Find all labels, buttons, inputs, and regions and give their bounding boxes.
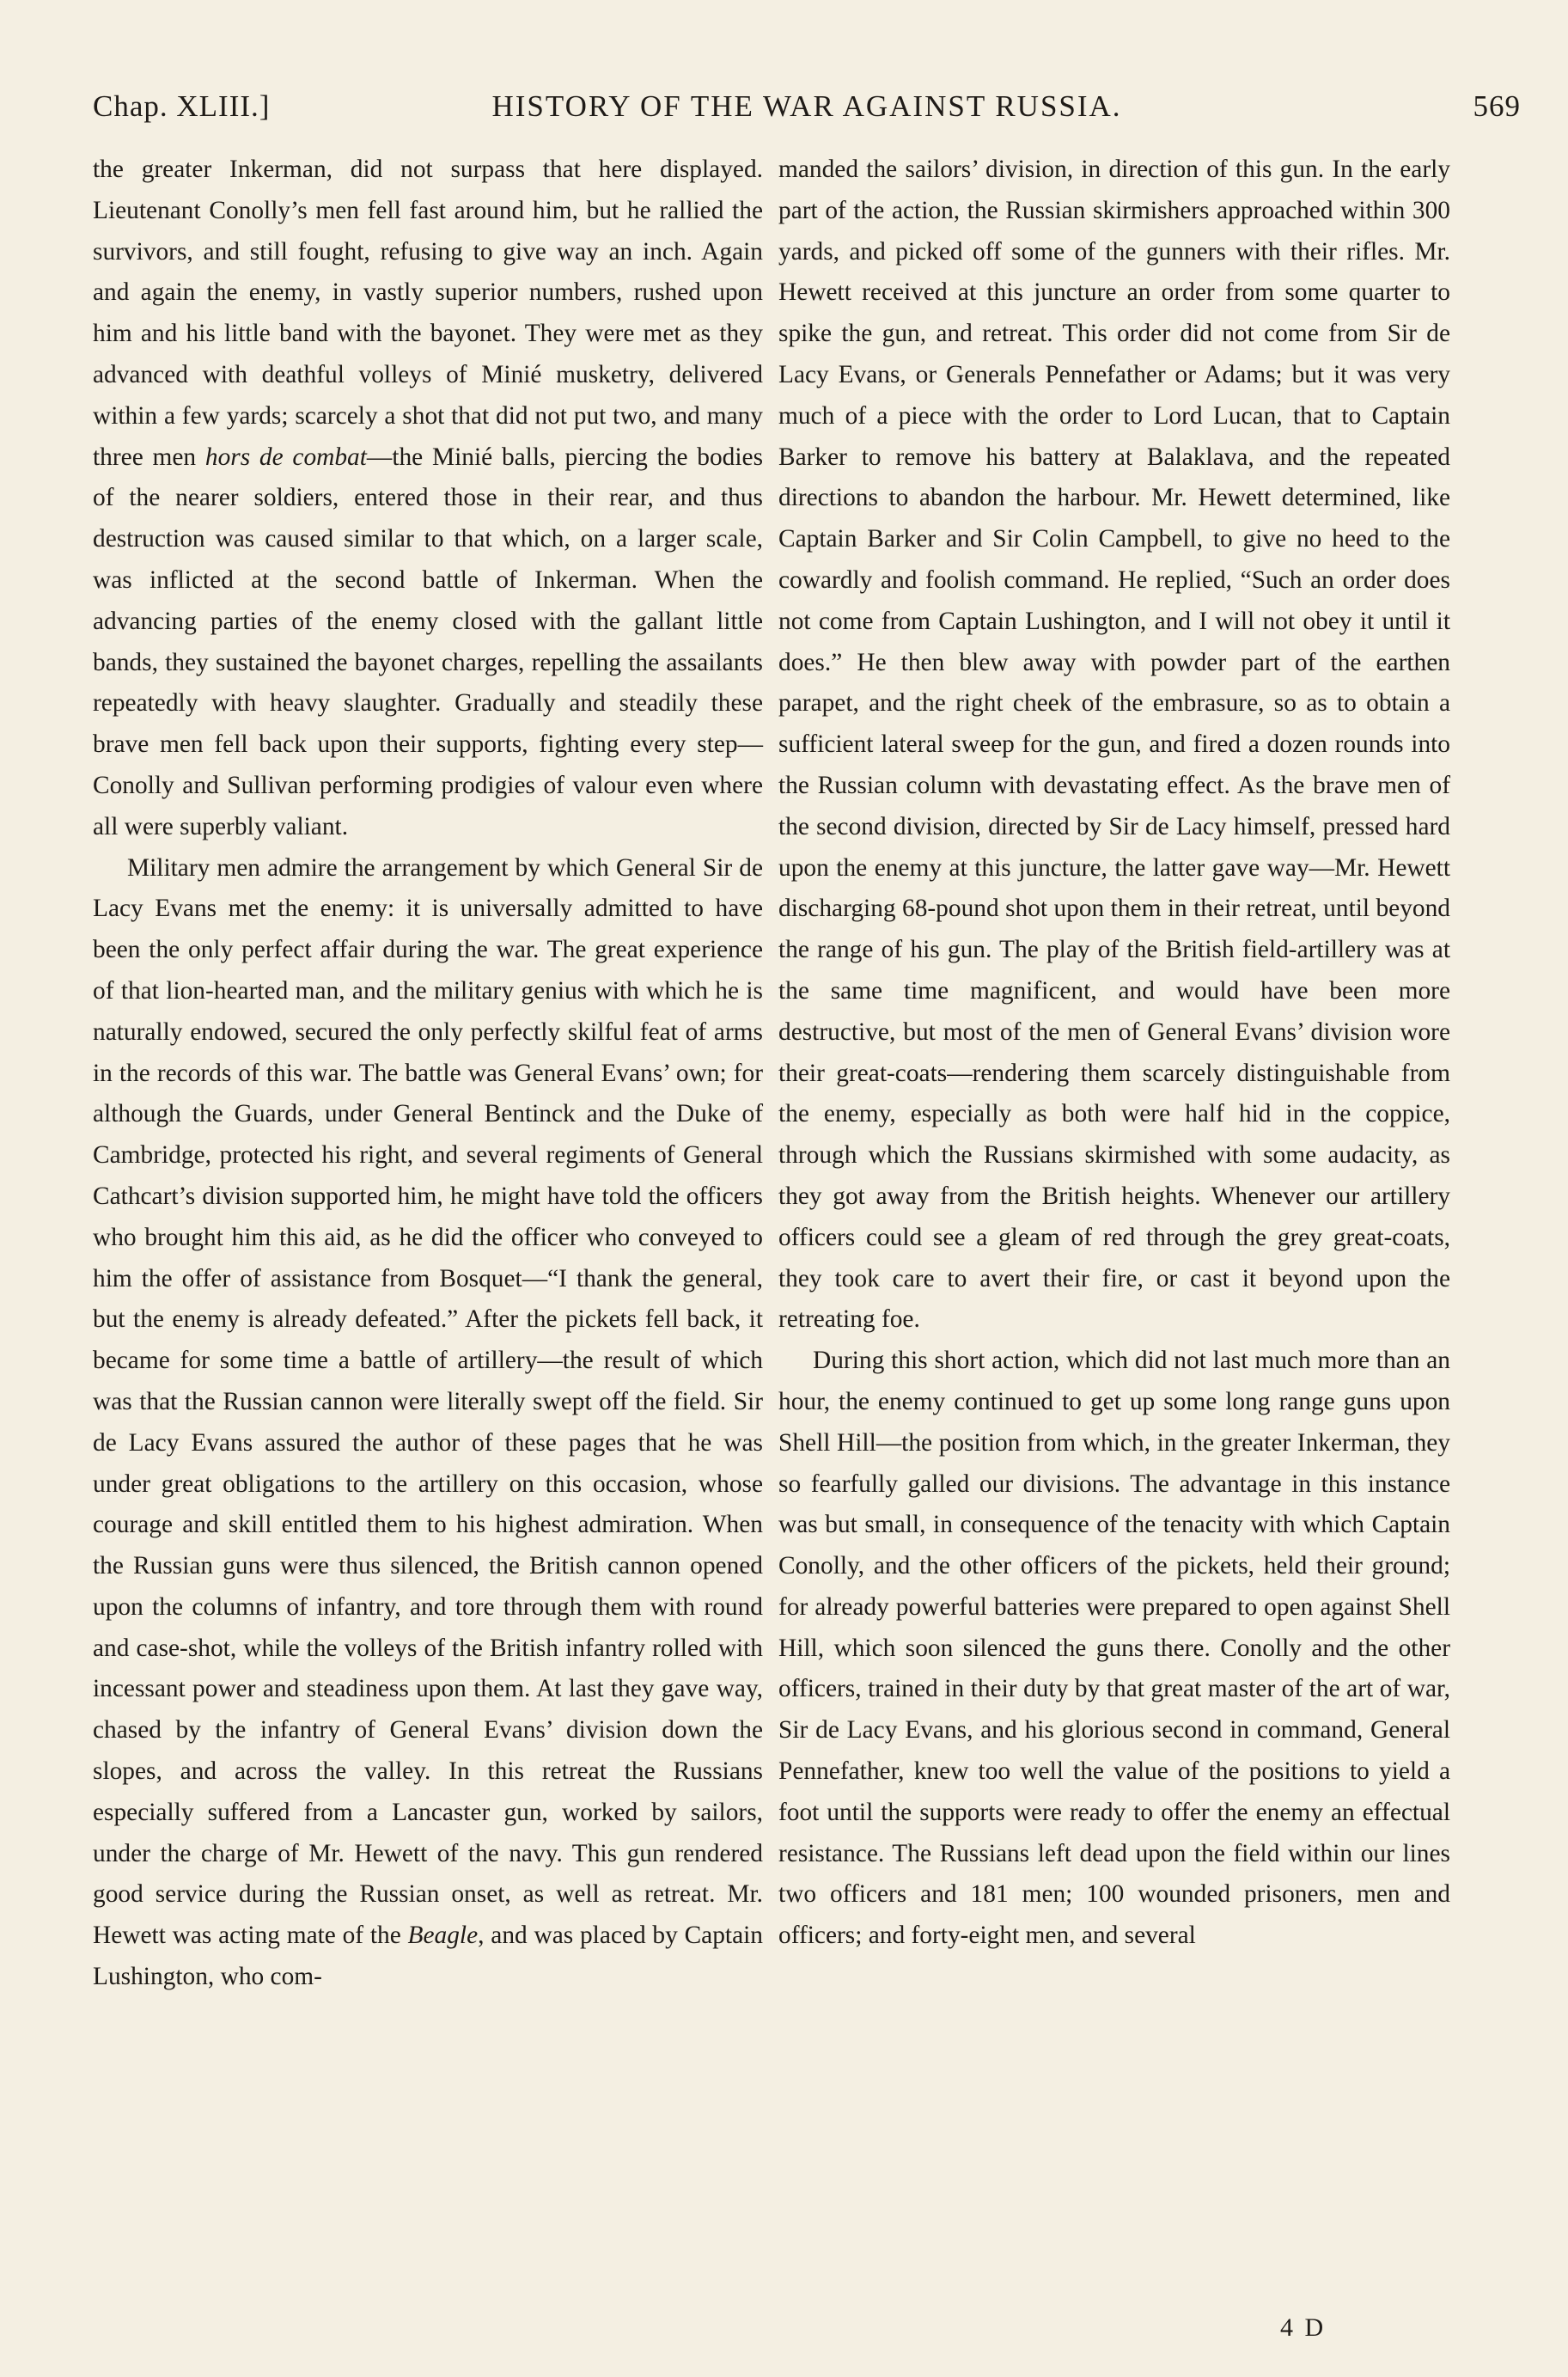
paragraph: manded the sailors’ division, in direction of this gun. In the early part of the action, the Russian skirmishers approached within 300 yards, and picked off some of the gunners with their rifles. Mr. Hewett received at this juncture an order from some quarter to spike the gun, and retreat. This order did not come from Sir de Lacy Evans, or Generals Pennefather or Adams; but it was very much of a piece with the order to Lord Lucan, that to Captain Barker to remove his battery at Balaklava, and the repeated directions to abandon the harbour. Mr. Hewett determined, like Captain Barker and Sir Colin Campbell, to give no heed to the cowardly and foolish command. He replied, “Such an order does not come from Captain Lushington, and I will not obey it until it does.” He then blew away with powder part of the earthen parapet, and the right cheek of the embrasure, so as to obtain a sufficient lateral sweep for the gun, and fired a dozen rounds into the Russian column with devastating effect. As the brave men of the second division, directed by Sir de Lacy himself, pressed hard upon the enemy at this juncture, the latter gave way—Mr. Hewett discharging 68-pound shot upon them in their retreat, until beyond the range of his gun. The play of the British field-artillery was at the same time magnificent, and would have been more destructive, but most of the men of General Evans’ division wore their great-coats—rendering them scarcely distinguishable from the enemy, especially as both were half hid in the coppice, through which the Russians skirmished with some audacity, as they got away from the British heights. Whenever our artillery officers could see a gleam of red through the grey great-coats, they took care to avert their fire, or cast it beyond upon the retreating foe. [778,156,1450,1334]
page-number: 569 [1473,89,1521,123]
paragraph: During this short action, which did not last much more than an hour, the enemy continued to get up some long range guns upon Shell Hill—the position from which, in the greater Inkerman, they so fearfully galled our divisions. The advantage in this instance was but small, in consequence of the tenacity with which Captain Conolly, and the other officers of the pickets, held their ground; for already powerful batteries were prepared to open against Shell Hill, which soon silenced the guns there. Conolly and the other officers, trained in their duty by that great master of the art of war, Sir de Lacy Evans, and his glorious second in command, General Pennefather, knew too well the value of the positions to yield a foot until the supports were ready to offer the enemy an effectual resistance. The Russians left dead upon the field within our lines two officers and 181 men; 100 wounded prisoners, men and officers; and forty-eight men, and several [778,1347,1450,1950]
running-head [93,89,1521,137]
right-column [778,150,1450,1957]
paragraph [93,848,763,1998]
paragraph-text: Military men admire the arrangement by which General Sir de Lacy Evans met the enemy: it is universally admitted to have been the only perfect affair during the war. The great experience of that lion-hearted man, and the military genius with which he is naturally endowed, secured the only perfectly skilful feat of arms in the records of this war. The battle was General Evans’ own; for although the Guards, under General Bentinck and the Duke of Cambridge, protected his right, and several regiments of General Cathcart’s division supported him, he might have told the officers who brought him this aid, as he did the officer who conveyed to him the offer of assistance from Bosquet—“I thank the general, but the enemy is already defeated.” After the pickets fell back, it became for some time a battle of artillery—the result of which was that the Russian cannon were literally swept off the field. Sir de Lacy Evans assured the author of these pages that he was under great obligations to the artillery on this occasion, whose courage and skill entitled them to his highest admiration. When the Russian guns were thus silenced, the British cannon opened upon the columns of infantry, and tore through them with round and case-shot, while the volleys of the British infantry rolled with incessant power and steadiness upon them. At last they gave way, chased by the infantry of General Evans’ division down the slopes, and across the valley. In this retreat the Russians especially suffered from a Lancaster gun, worked by sailors, under the charge of Mr. Hewett of the navy. This gun rendered good service during the Russian onset, as well as retreat. Mr. Hewett was acting mate of the [93,853,763,1950]
paragraph-text: —the Minié balls, piercing the bodies of the nearer soldiers, entered those in their rear, and thus destruction was caused similar to that which, on a larger scale, was inflicted at the second battle of Inkerman. When the advancing parties of the enemy closed with the gallant little bands, they sustained the bayonet charges, repelling the assailants repeatedly with heavy slaughter. Gradually and steadily these brave men fell back upon their supports, fighting every step—Conolly and Sullivan performing prodigies of valour even where all were superbly valiant. [93,443,764,840]
paragraph-text: , and was placed by Captain Lushington, who com- [93,1922,763,1991]
left-column [93,150,763,1998]
italic-ship-name: Beagle [407,1922,479,1950]
chapter-label: Chap. XLIII.] [93,89,271,123]
column-gutter [769,153,770,2353]
page-title: HISTORY OF THE WAR AGAINST RUSSIA. [491,89,1122,123]
paragraph-text: the greater Inkerman, did not surpass that here displayed. Lieutenant Conolly’s men fell fast around him, but he rallied the survivors, and still fought, refusing to give way an inch. Again and again the enemy, in vastly superior numbers, rushed upon him and his little band with the bayonet. They were met as they advanced with deathful volleys of Minié musketry, delivered within a few yards; scarcely a shot that did not put two, and many three men [93,156,763,471]
italic-phrase: hors de combat [204,443,367,471]
paragraph [93,150,763,848]
signature-mark: 4 D [1280,2313,1327,2342]
